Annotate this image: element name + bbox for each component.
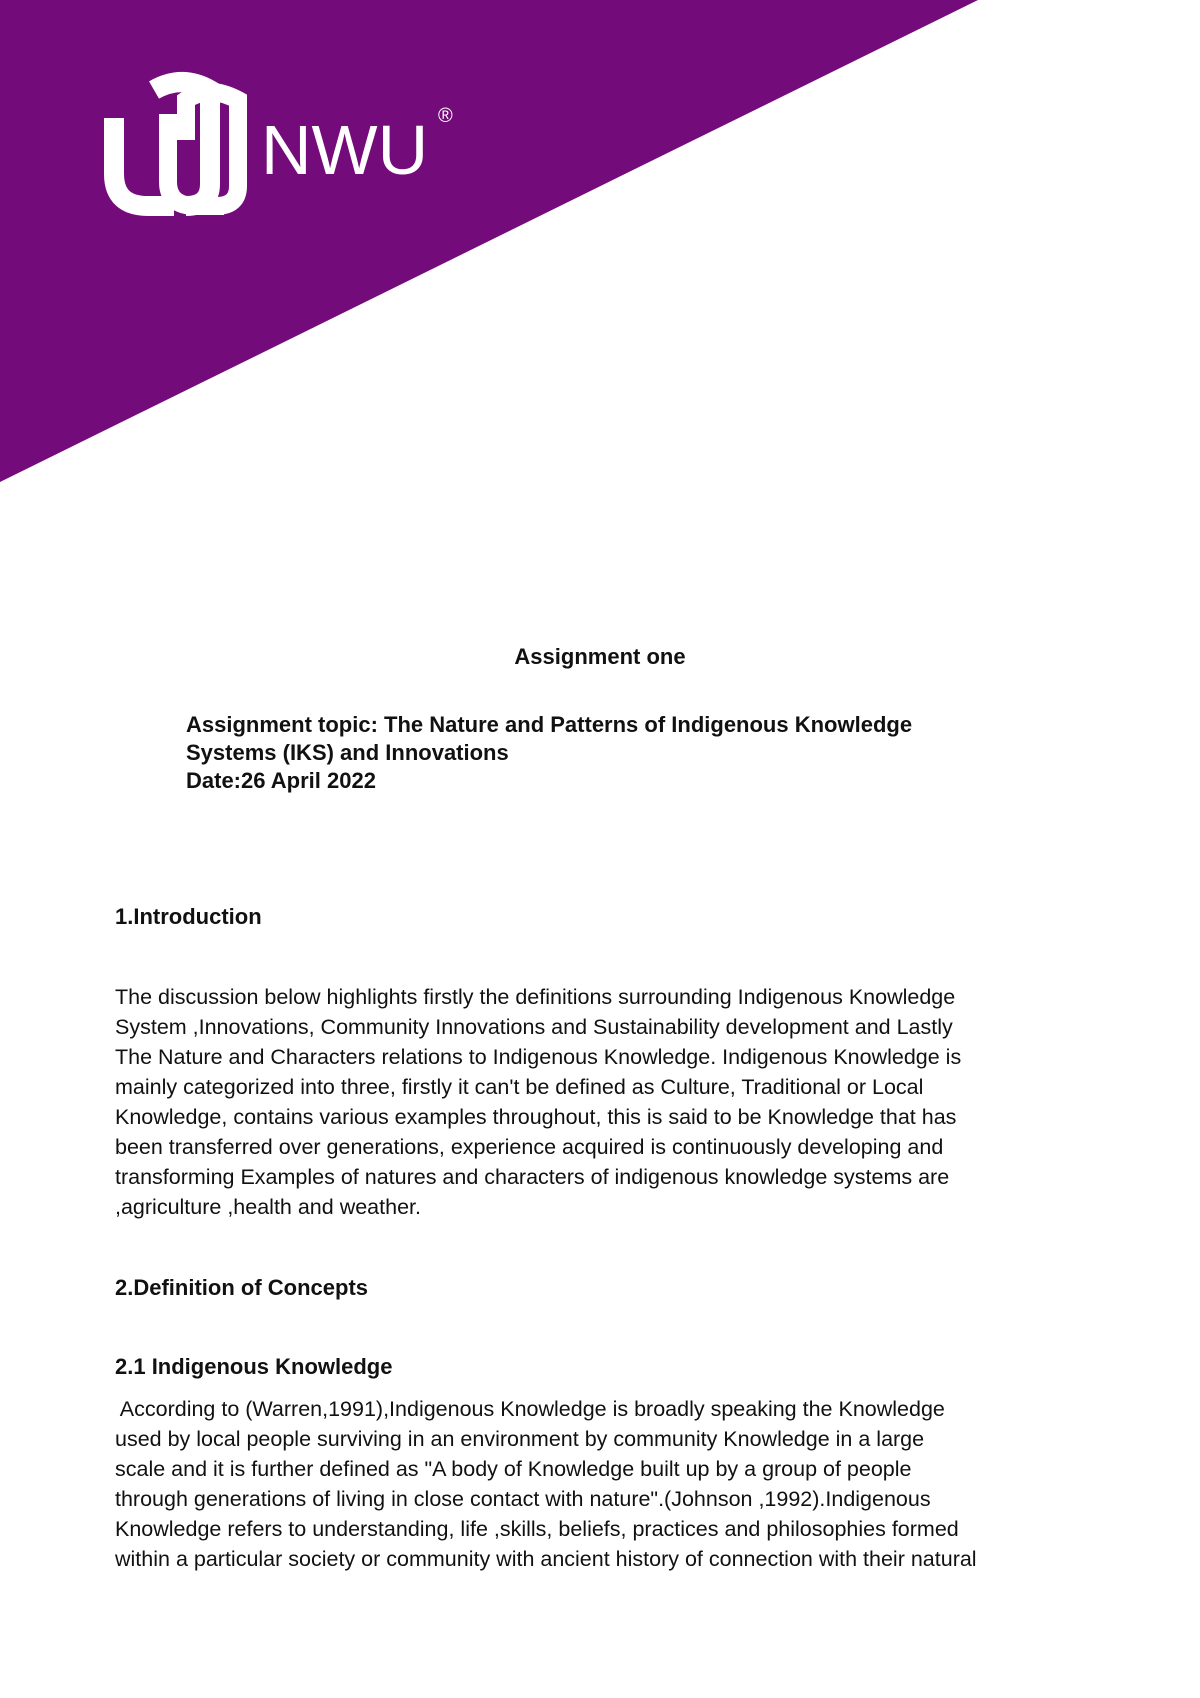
subsection-heading-indigenous-knowledge: 2.1 Indigenous Knowledge [115,1354,393,1379]
paragraph-line: scale and it is further defined as "A body of Knowledge built up by a group of people [115,1457,912,1481]
paragraph-line: Knowledge refers to understanding, life ,skills, beliefs, practices and philosophies formed [115,1517,959,1541]
cover-details [186,711,1086,795]
assignment-topic-line-1: Assignment topic: The Nature and Patterns of Indigenous Knowledge [186,712,913,737]
assignment-title: Assignment one [514,644,686,669]
assignment-topic-line-2: Systems (IKS) and Innovations [186,740,509,765]
paragraph-line: used by local people surviving in an environment by community Knowledge in a large [115,1427,925,1451]
paragraph-line: ,agriculture ,health and weather. [115,1195,421,1219]
paragraph-line: The discussion below highlights firstly the definitions surrounding Indigenous Knowledge [115,985,956,1009]
nwu-emblem-icon [114,82,238,206]
paragraph-line: According to (Warren,1991),Indigenous Knowledge is broadly speaking the Knowledge [115,1397,945,1421]
paragraph-line: mainly categorized into three, firstly it can't be defined as Culture, Traditional or Local [115,1075,924,1099]
assignment-date: Date:26 April 2022 [186,768,376,793]
paragraph-line: Knowledge, contains various examples throughout, this is said to be Knowledge that has [115,1105,957,1129]
section-heading-introduction: 1.Introduction [115,904,262,929]
introduction-paragraph [115,982,1105,1222]
registered-mark: ® [438,105,453,127]
paragraph-line: The Nature and Characters relations to Indigenous Knowledge. Indigenous Knowledge is [115,1045,962,1069]
brand-name: NWU [261,111,429,189]
paragraph-line: been transferred over generations, experience acquired is continuously developing and [115,1135,944,1159]
section-heading-definitions: 2.Definition of Concepts [115,1275,368,1300]
paragraph-line: System ,Innovations, Community Innovations and Sustainability development and Lastly [115,1015,953,1039]
nwu-logo [96,70,496,240]
paragraph-line: through generations of living in close contact with nature".(Johnson ,1992).Indigenous [115,1487,931,1511]
indigenous-knowledge-paragraph [115,1394,1105,1574]
paragraph-line: transforming Examples of natures and characters of indigenous knowledge systems are [115,1165,950,1189]
paragraph-line: within a particular society or community with ancient history of connection with their natural [115,1547,977,1571]
